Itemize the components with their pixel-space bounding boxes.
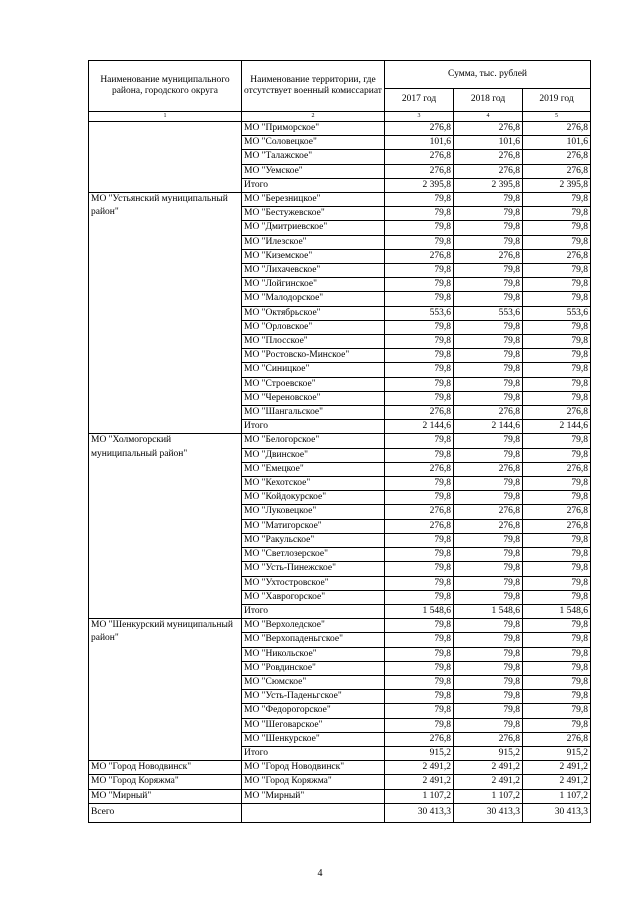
amount-cell: 79,8: [454, 448, 523, 462]
territory-name-cell: МО "Шангальское": [242, 406, 385, 420]
amount-cell: 79,8: [385, 448, 454, 462]
territory-name-cell: МО "Уемское": [242, 164, 385, 178]
amount-cell: 276,8: [523, 249, 591, 263]
column-number: 1: [89, 112, 242, 122]
district-name-cell: МО "Шенкурский муниципальный район": [89, 619, 242, 761]
territory-name-cell: МО "Матигорское": [242, 519, 385, 533]
amount-cell: 79,8: [523, 533, 591, 547]
territory-name-cell: МО "Илезское": [242, 235, 385, 249]
territory-name-cell: МО "Шеговарское": [242, 718, 385, 732]
territory-name-cell: МО "Усть-Паденьгское": [242, 690, 385, 704]
amount-cell: 79,8: [454, 434, 523, 448]
territory-name-cell: МО "Луковецкое": [242, 505, 385, 519]
territory-name-cell: МО "Киземское": [242, 249, 385, 263]
territory-name-cell: МО "Плосское": [242, 335, 385, 349]
amount-cell: 79,8: [523, 633, 591, 647]
amount-cell: 79,8: [454, 193, 523, 207]
amount-cell: 79,8: [385, 221, 454, 235]
amount-cell: 79,8: [385, 619, 454, 633]
amount-cell: 79,8: [523, 335, 591, 349]
territory-name-cell: МО "Койдокурское": [242, 491, 385, 505]
column-number: 5: [523, 112, 591, 122]
amount-cell: 79,8: [454, 491, 523, 505]
territory-name-cell: МО "Белогорское": [242, 434, 385, 448]
amount-cell: 276,8: [385, 406, 454, 420]
territory-name-cell: МО "Приморское": [242, 122, 385, 136]
territory-name-cell: МО "Город Новодвинск": [242, 761, 385, 775]
subtotal-amount: 2 144,6: [454, 420, 523, 434]
amount-cell: 276,8: [385, 505, 454, 519]
amount-cell: 79,8: [454, 661, 523, 675]
amount-cell: 79,8: [523, 264, 591, 278]
amount-cell: 79,8: [385, 207, 454, 221]
header-sum: Сумма, тыс. рублей: [385, 61, 591, 89]
column-number: 2: [242, 112, 385, 122]
amount-cell: 79,8: [385, 235, 454, 249]
amount-cell: 79,8: [523, 221, 591, 235]
amount-cell: 79,8: [385, 278, 454, 292]
amount-cell: 79,8: [454, 377, 523, 391]
amount-cell: 276,8: [523, 732, 591, 746]
amount-cell: 276,8: [523, 150, 591, 164]
amount-cell: 79,8: [523, 434, 591, 448]
amount-cell: 79,8: [454, 477, 523, 491]
territory-name-cell: МО "Орловское": [242, 320, 385, 334]
amount-cell: 79,8: [454, 619, 523, 633]
territory-name-cell: МО "Емецкое": [242, 462, 385, 476]
amount-cell: 79,8: [385, 562, 454, 576]
district-name-cell: МО "Холмогорский муниципальный район": [89, 434, 242, 619]
amount-cell: 79,8: [385, 477, 454, 491]
subtotal-amount: 915,2: [454, 746, 523, 760]
amount-cell: 276,8: [385, 462, 454, 476]
territory-name-cell: МО "Череновское": [242, 391, 385, 405]
column-number: 3: [385, 112, 454, 122]
amount-cell: 79,8: [454, 562, 523, 576]
territory-name-cell: МО "Октябрьское": [242, 306, 385, 320]
territory-name-cell: МО "Талажское": [242, 150, 385, 164]
amount-cell: 276,8: [523, 406, 591, 420]
territory-name-cell: МО "Верхоледское": [242, 619, 385, 633]
amount-cell: 79,8: [523, 391, 591, 405]
table-row: [89, 193, 591, 207]
territory-name-cell: МО "Город Коряжма": [242, 775, 385, 789]
amount-cell: 79,8: [523, 675, 591, 689]
amount-cell: 276,8: [385, 150, 454, 164]
amount-cell: 2 491,2: [385, 761, 454, 775]
amount-cell: 79,8: [523, 193, 591, 207]
amount-cell: 2 491,2: [454, 775, 523, 789]
subtotal-amount: 2 395,8: [454, 178, 523, 192]
amount-cell: 276,8: [385, 519, 454, 533]
column-number: 4: [454, 112, 523, 122]
amount-cell: 79,8: [385, 704, 454, 718]
amount-cell: 276,8: [454, 505, 523, 519]
territory-name-cell: МО "Сюмское": [242, 675, 385, 689]
amount-cell: 79,8: [385, 391, 454, 405]
amount-cell: 79,8: [385, 349, 454, 363]
territory-name-cell: МО "Ростовско-Минское": [242, 349, 385, 363]
amount-cell: 79,8: [385, 590, 454, 604]
subtotal-amount: 2 395,8: [385, 178, 454, 192]
amount-cell: 79,8: [385, 363, 454, 377]
amount-cell: 79,8: [523, 448, 591, 462]
amount-cell: 79,8: [454, 292, 523, 306]
amount-cell: 276,8: [385, 732, 454, 746]
amount-cell: 276,8: [454, 249, 523, 263]
amount-cell: 79,8: [523, 363, 591, 377]
territory-name-cell: МО "Ракульское": [242, 533, 385, 547]
amount-cell: 79,8: [385, 335, 454, 349]
amount-cell: 276,8: [523, 462, 591, 476]
district-name-cell: МО "Город Коряжма": [89, 775, 242, 789]
amount-cell: 276,8: [523, 519, 591, 533]
amount-cell: 79,8: [523, 477, 591, 491]
amount-cell: 276,8: [523, 505, 591, 519]
subtotal-label: Итого: [242, 178, 385, 192]
amount-cell: 79,8: [385, 292, 454, 306]
amount-cell: 553,6: [523, 306, 591, 320]
amount-cell: 101,6: [385, 136, 454, 150]
territory-name-cell: МО "Верхопаденьгское": [242, 633, 385, 647]
amount-cell: 79,8: [523, 590, 591, 604]
amount-cell: 79,8: [454, 320, 523, 334]
amount-cell: 276,8: [454, 732, 523, 746]
territory-name-cell: МО "Федорогорское": [242, 704, 385, 718]
amount-cell: 79,8: [523, 235, 591, 249]
amount-cell: 276,8: [523, 122, 591, 136]
amount-cell: 79,8: [523, 718, 591, 732]
territory-name-cell: МО "Кехотское": [242, 477, 385, 491]
amount-cell: 79,8: [454, 590, 523, 604]
amount-cell: 2 491,2: [523, 775, 591, 789]
amount-cell: 79,8: [523, 491, 591, 505]
amount-cell: 276,8: [385, 249, 454, 263]
subtotal-amount: 2 395,8: [523, 178, 591, 192]
amount-cell: 79,8: [385, 675, 454, 689]
amount-cell: 276,8: [523, 164, 591, 178]
amount-cell: 79,8: [385, 491, 454, 505]
territory-name-cell: МО "Двинское": [242, 448, 385, 462]
territory-name-cell: МО "Ровдинское": [242, 661, 385, 675]
allocation-table: [88, 60, 591, 823]
amount-cell: 79,8: [385, 576, 454, 590]
amount-cell: 79,8: [385, 548, 454, 562]
amount-cell: 79,8: [454, 207, 523, 221]
amount-cell: 79,8: [385, 377, 454, 391]
amount-cell: 79,8: [454, 391, 523, 405]
header-year-2019: 2019 год: [523, 89, 591, 112]
table-row: [89, 619, 591, 633]
amount-cell: 79,8: [523, 704, 591, 718]
amount-cell: 79,8: [385, 633, 454, 647]
amount-cell: 79,8: [385, 690, 454, 704]
amount-cell: 79,8: [385, 434, 454, 448]
amount-cell: 276,8: [454, 519, 523, 533]
territory-name-cell: МО "Дмитриевское": [242, 221, 385, 235]
amount-cell: 79,8: [523, 207, 591, 221]
table-row: [89, 122, 591, 136]
table-body: [89, 122, 591, 823]
amount-cell: 101,6: [454, 136, 523, 150]
amount-cell: 2 491,2: [454, 761, 523, 775]
subtotal-amount: 2 144,6: [523, 420, 591, 434]
amount-cell: 79,8: [454, 235, 523, 249]
amount-cell: 276,8: [454, 150, 523, 164]
amount-cell: 79,8: [454, 718, 523, 732]
grand-total-empty: [242, 803, 385, 822]
amount-cell: 1 107,2: [385, 789, 454, 803]
amount-cell: 79,8: [454, 335, 523, 349]
territory-name-cell: МО "Шенкурское": [242, 732, 385, 746]
amount-cell: 79,8: [523, 377, 591, 391]
amount-cell: 79,8: [523, 548, 591, 562]
amount-cell: 79,8: [454, 221, 523, 235]
territory-name-cell: МО "Никольское": [242, 647, 385, 661]
amount-cell: 79,8: [454, 278, 523, 292]
single-district-row: [89, 761, 591, 775]
territory-name-cell: МО "Лихачевское": [242, 264, 385, 278]
amount-cell: 79,8: [454, 363, 523, 377]
territory-name-cell: МО "Бестужевское": [242, 207, 385, 221]
amount-cell: 79,8: [454, 576, 523, 590]
amount-cell: 79,8: [454, 690, 523, 704]
amount-cell: 79,8: [523, 647, 591, 661]
amount-cell: 79,8: [454, 533, 523, 547]
grand-total-amount: 30 413,3: [385, 803, 454, 822]
amount-cell: 79,8: [385, 718, 454, 732]
subtotal-amount: 1 548,6: [454, 604, 523, 618]
header-district: Наименование муниципального района, городского округа: [89, 61, 242, 112]
district-name-cell: МО "Устьянский муниципальный район": [89, 193, 242, 434]
grand-total-amount: 30 413,3: [523, 803, 591, 822]
subtotal-amount: 1 548,6: [523, 604, 591, 618]
page-number: 4: [317, 868, 323, 879]
territory-name-cell: МО "Ухтостровское": [242, 576, 385, 590]
territory-name-cell: МО "Синицкое": [242, 363, 385, 377]
subtotal-amount: 2 144,6: [385, 420, 454, 434]
amount-cell: 79,8: [523, 562, 591, 576]
amount-cell: 1 107,2: [454, 789, 523, 803]
amount-cell: 1 107,2: [523, 789, 591, 803]
amount-cell: 79,8: [523, 278, 591, 292]
amount-cell: 79,8: [454, 675, 523, 689]
territory-name-cell: МО "Лойгинское": [242, 278, 385, 292]
single-district-row: [89, 789, 591, 803]
grand-total-label: Всего: [89, 803, 242, 822]
district-name-cell: МО "Город Новодвинск": [89, 761, 242, 775]
amount-cell: 101,6: [523, 136, 591, 150]
amount-cell: 79,8: [454, 264, 523, 278]
territory-name-cell: МО "Хаврогорское": [242, 590, 385, 604]
territory-name-cell: МО "Усть-Пинежское": [242, 562, 385, 576]
amount-cell: 79,8: [523, 349, 591, 363]
district-name-cell: МО "Мирный": [89, 789, 242, 803]
amount-cell: 553,6: [454, 306, 523, 320]
subtotal-label: Итого: [242, 604, 385, 618]
subtotal-label: Итого: [242, 746, 385, 760]
amount-cell: 79,8: [523, 576, 591, 590]
subtotal-amount: 915,2: [385, 746, 454, 760]
amount-cell: 79,8: [454, 704, 523, 718]
district-name-cell: [89, 122, 242, 193]
header-year-2017: 2017 год: [385, 89, 454, 112]
amount-cell: 553,6: [385, 306, 454, 320]
amount-cell: 276,8: [454, 122, 523, 136]
amount-cell: 79,8: [385, 193, 454, 207]
amount-cell: 79,8: [454, 548, 523, 562]
amount-cell: 2 491,2: [385, 775, 454, 789]
amount-cell: 79,8: [523, 619, 591, 633]
amount-cell: 276,8: [385, 122, 454, 136]
table-row: [89, 434, 591, 448]
header-territory: Наименование территории, где отсутствует военный комиссариат: [242, 61, 385, 112]
single-district-row: [89, 775, 591, 789]
amount-cell: 79,8: [523, 690, 591, 704]
amount-cell: 79,8: [523, 292, 591, 306]
amount-cell: 79,8: [454, 633, 523, 647]
header-year-2018: 2018 год: [454, 89, 523, 112]
amount-cell: 276,8: [454, 406, 523, 420]
territory-name-cell: МО "Соловецкое": [242, 136, 385, 150]
amount-cell: 276,8: [385, 164, 454, 178]
subtotal-label: Итого: [242, 420, 385, 434]
territory-name-cell: МО "Мирный": [242, 789, 385, 803]
amount-cell: 79,8: [523, 320, 591, 334]
amount-cell: 79,8: [385, 661, 454, 675]
amount-cell: 79,8: [454, 647, 523, 661]
subtotal-amount: 1 548,6: [385, 604, 454, 618]
amount-cell: 79,8: [523, 661, 591, 675]
amount-cell: 79,8: [454, 349, 523, 363]
amount-cell: 276,8: [454, 462, 523, 476]
amount-cell: 79,8: [385, 533, 454, 547]
grand-total-amount: 30 413,3: [454, 803, 523, 822]
amount-cell: 2 491,2: [523, 761, 591, 775]
amount-cell: 79,8: [385, 647, 454, 661]
territory-name-cell: МО "Светлозерское": [242, 548, 385, 562]
grand-total-row: [89, 803, 591, 822]
territory-name-cell: МО "Березницкое": [242, 193, 385, 207]
amount-cell: 79,8: [385, 320, 454, 334]
amount-cell: 276,8: [454, 164, 523, 178]
territory-name-cell: МО "Малодорское": [242, 292, 385, 306]
subtotal-amount: 915,2: [523, 746, 591, 760]
amount-cell: 79,8: [385, 264, 454, 278]
territory-name-cell: МО "Строевское": [242, 377, 385, 391]
